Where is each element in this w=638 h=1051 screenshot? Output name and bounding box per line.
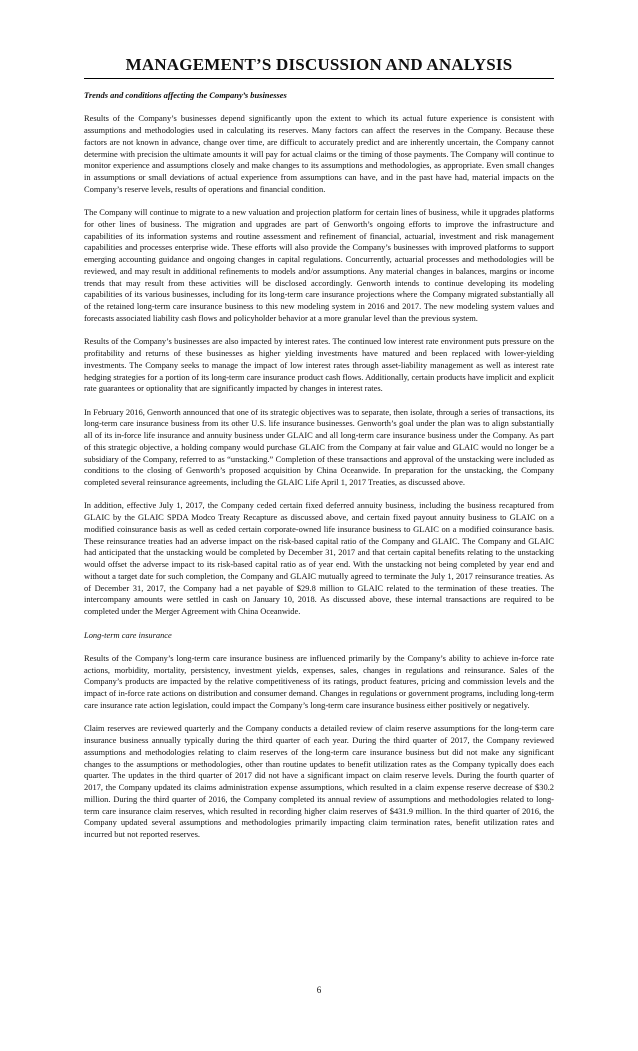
paragraph: In February 2016, Genworth announced that one of its strategic objectives was to separate, then isolate, through a series of transactions, its long-term care insurance business from its other U.S. life insurance businesses. Genworth’s goal under the plan was to align substantially all of its in-force life insurance and annuity business under GLAIC and all long-term care insurance business under the Company. As part of this strategic objective, a holding company would purchase GLAIC from the Company at fair value and GLAIC would no longer be a subsidiary of the Company, referred to as “unstacking.” Completion of these transactions and approval of the unstacking were included as conditions to the closing of Genworth’s proposed acquisition by China Oceanwide. In preparation for the unstacking, the Company completed several reinsurance agreements, including the GLAIC Life April 1, 2017 Treaties, as discussed above. xyxy=(84,406,554,488)
title-rule xyxy=(84,78,554,79)
section-heading-long-term-care: Long-term care insurance xyxy=(84,629,172,640)
paragraph: Results of the Company’s businesses depend significantly upon the extent to which its actual future experience is consistent with assumptions and methodologies used in calculating its reserves. Many factors can affect the reserves in the Company. Because these factors are not known in advance, change over time, are difficult to accurately predict and are inherently uncertain, the Company cannot determine with precision the ultimate amounts it will pay for actual claims or the timing of those payments. The Company will continue to monitor experience and assumptions closely and make changes to its assumptions and methodologies, as appropriate. Even small changes in assumptions or small deviations of actual experience from assumptions can have, and in the past have had, material impacts on the Company’s reserve levels, results of operations and financial condition. xyxy=(84,113,554,194)
paragraph: Claim reserves are reviewed quarterly and the Company conducts a detailed review of claim reserve assumptions for the long-term care insurance business annually typically during the third quarter of each year. During the third quarter of 2017, the Company reviewed assumptions and methodologies relating to claim reserves of the long-term care insurance business but did not make any significant changes to the assumptions or methodologies, other than routine updates to benefit utilization rates as the Company typically does each quarter. The updates in the third quarter of 2017 did not have a significant impact on claim reserve levels. During the fourth quarter of 2017, the Company updated its claims administration expense assumptions, which resulted in a claim expense reserve decrease of $30.2 million. During the third quarter of 2016, the Company completed its annual review of assumptions and methodologies related to long-term care insurance claim reserves, which resulted in recording higher claim reserves of $431.9 million. In the third quarter of 2016, the Company updated several assumptions and methodologies primarily impacting claim termination rates, benefit utilization rates and incurred but not reported reserves. xyxy=(84,723,554,839)
page-number: 6 xyxy=(316,985,322,995)
paragraph: Results of the Company’s businesses are also impacted by interest rates. The continued low interest rate environment puts pressure on the profitability and returns of these businesses as higher yielding investments have matured and been replaced with lower-yielding investments. The Company seeks to manage the impact of low interest rates through asset-liability management as well as interest rate hedging strategies for a portion of its long-term care insurance product cash flows. Additionally, certain products have implicit and explicit rate guarantees or optionality that are significantly impacted by changes in interest rates. xyxy=(84,336,554,394)
paragraph: Results of the Company’s long-term care insurance business are influenced primarily by the Company’s ability to achieve in-force rate actions, morbidity, mortality, persistency, investment yields, expenses, sales, changes in regulations and reinsurance. Sales of the Company’s products are impacted by the relative competitiveness of its ratings, product features, pricing and commission levels and the impact of in-force rate actions on distribution and consumer demand. Changes in regulations or government programs, including long-term care insurance rate action legislation, could impact the Company’s long-term care insurance business either positively or negatively. xyxy=(84,652,554,710)
section-heading-trends: Trends and conditions affecting the Company’s businesses xyxy=(84,90,287,100)
body-text xyxy=(84,90,554,852)
page-title: MANAGEMENT’S DISCUSSION AND ANALYSIS xyxy=(125,55,513,74)
paragraph: In addition, effective July 1, 2017, the Company ceded certain fixed deferred annuity business, including the business recaptured from GLAIC by the GLAIC SPDA Modco Treaty Recapture as discussed above, and certain fixed payout annuity business to GLAIC on a modified coinsurance basis as well as ceded certain corporate-owned life insurance business to GLAIC on a modified coinsurance basis. These reinsurance treaties had an adverse impact on the risk-based capital ratio of the Company and GLAIC. The Company and GLAIC had anticipated that the unstacking would be completed by December 31, 2017 and that certain capital benefits relating to the unstacking would offset the adverse impact to its risk-based capital ratio as of year end. With the unstacking not being completed by year end and without a target date for such completion, the Company and GLAIC mutually agreed to terminate the July 1, 2017 reinsurance treaties. As of December 31, 2017, the Company had a net payable of $29.8 million to GLAIC related to the termination of these treaties. The intercompany amounts were settled in cash on January 10, 2018. As discussed above, these internal transactions are required to be completed under the Merger Agreement with China Oceanwide. xyxy=(84,500,554,617)
paragraph: The Company will continue to migrate to a new valuation and projection platform for certain lines of business, while it upgrades platforms for other lines of business. The migration and upgrades are part of Genworth’s ongoing efforts to improve the infrastructure and capabilities of its information systems and routine assessment and refinement of financial, actuarial, investment and risk management capabilities and processes enterprise wide. These efforts will also provide the Company’s businesses with improved platforms to support emerging accounting guidance and ongoing changes in capital regulations. Concurrently, actuarial processes and methodologies will be reviewed, and may result in additional refinements to models and/or assumptions. Any material changes in balances, margins or income trends that may result from these activities will be disclosed accordingly. Genworth intends to continue developing its modeling capabilities of its various businesses, including for its long-term care insurance projections where the Company migrated substantially all of the retained long-term care insurance business to this new modeling system in 2016 and 2017. The new modeling system values and forecasts associated liability cash flows and policyholder behavior at a more granular level than the previous system. xyxy=(84,207,554,323)
